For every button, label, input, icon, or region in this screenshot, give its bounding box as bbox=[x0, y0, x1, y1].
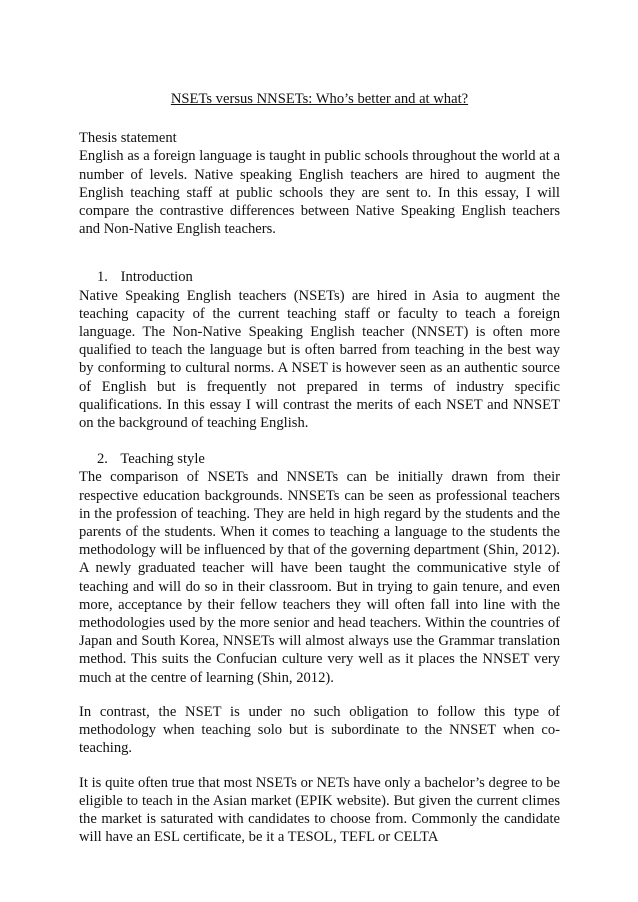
document-page bbox=[79, 90, 560, 846]
spacer bbox=[79, 687, 560, 703]
section-heading-text: Introduction bbox=[120, 269, 193, 286]
thesis-paragraph: English as a foreign language is taught in public schools throughout the world at a number of levels. Native speaking English teachers are hired to augment the English teaching staff at public schools they are sent to. In this essay, I will compare the contrastive differences between Native Speaking English teachers and Non-Native English teachers. bbox=[79, 148, 560, 238]
section-number: 1. bbox=[97, 269, 108, 286]
document-title: NSETs versus NNSETs: Who’s better and at what? bbox=[170, 91, 469, 107]
teaching-style-paragraph-3: It is quite often true that most NSETs or NETs have only a bachelor’s degree to be eligible to teach in the Asian market (EPIK website). But given the current climes the market is saturated with candidates to choose from. Commonly the candidate will have an ESL certificate, be it a TESOL, TEFL or CELTA bbox=[79, 774, 560, 846]
section-number: 2. bbox=[97, 451, 108, 468]
section-heading-teaching-style bbox=[79, 450, 560, 468]
thesis-heading: Thesis statement bbox=[79, 130, 177, 147]
introduction-paragraph: Native Speaking English teachers (NSETs) are hired in Asia to augment the teaching capacity of the current teaching staff or faculty to teach a foreign language. The Non-Native Speaking English teacher (NNSET) is often more qualified to teach the language but is often barred from teaching in the best way by conforming to cultural norms. A NSET is however seen as an authentic source of English but is frequently not prepared in terms of industry specific qualifications. In this essay I will contrast the merits of each NSET and NNSET on the background of teaching English. bbox=[79, 287, 560, 432]
spacer bbox=[79, 432, 560, 450]
teaching-style-paragraph-1: The comparison of NSETs and NNSETs can be initially drawn from their respective education backgrounds. NNSETs can be seen as professional teachers in the profession of teaching. They are held in high regard by the students and the parents of the students. When it comes to teaching a language to the students the methodology will be influenced by that of the governing department (Shin, 2012). A newly graduated teacher will have been taught the communicative style of teaching and will do so in their classroom. But in trying to gain tenure, and even more, acceptance by their fellow teachers they will often fall into line with the methodologies used by the more senior and head teachers. Within the countries of Japan and South Korea, NNSETs will almost always use the Grammar translation method. This suits the Confucian culture very well as it places the NNSET very much at the centre of learning (Shin, 2012). bbox=[79, 469, 560, 686]
section-heading-introduction bbox=[79, 268, 560, 286]
spacer bbox=[79, 238, 560, 268]
spacer bbox=[79, 758, 560, 774]
section-heading-text: Teaching style bbox=[120, 451, 205, 468]
teaching-style-paragraph-2: In contrast, the NSET is under no such obligation to follow this type of methodology when teaching solo but is subordinate to the NNSET when co-teaching. bbox=[79, 703, 560, 757]
